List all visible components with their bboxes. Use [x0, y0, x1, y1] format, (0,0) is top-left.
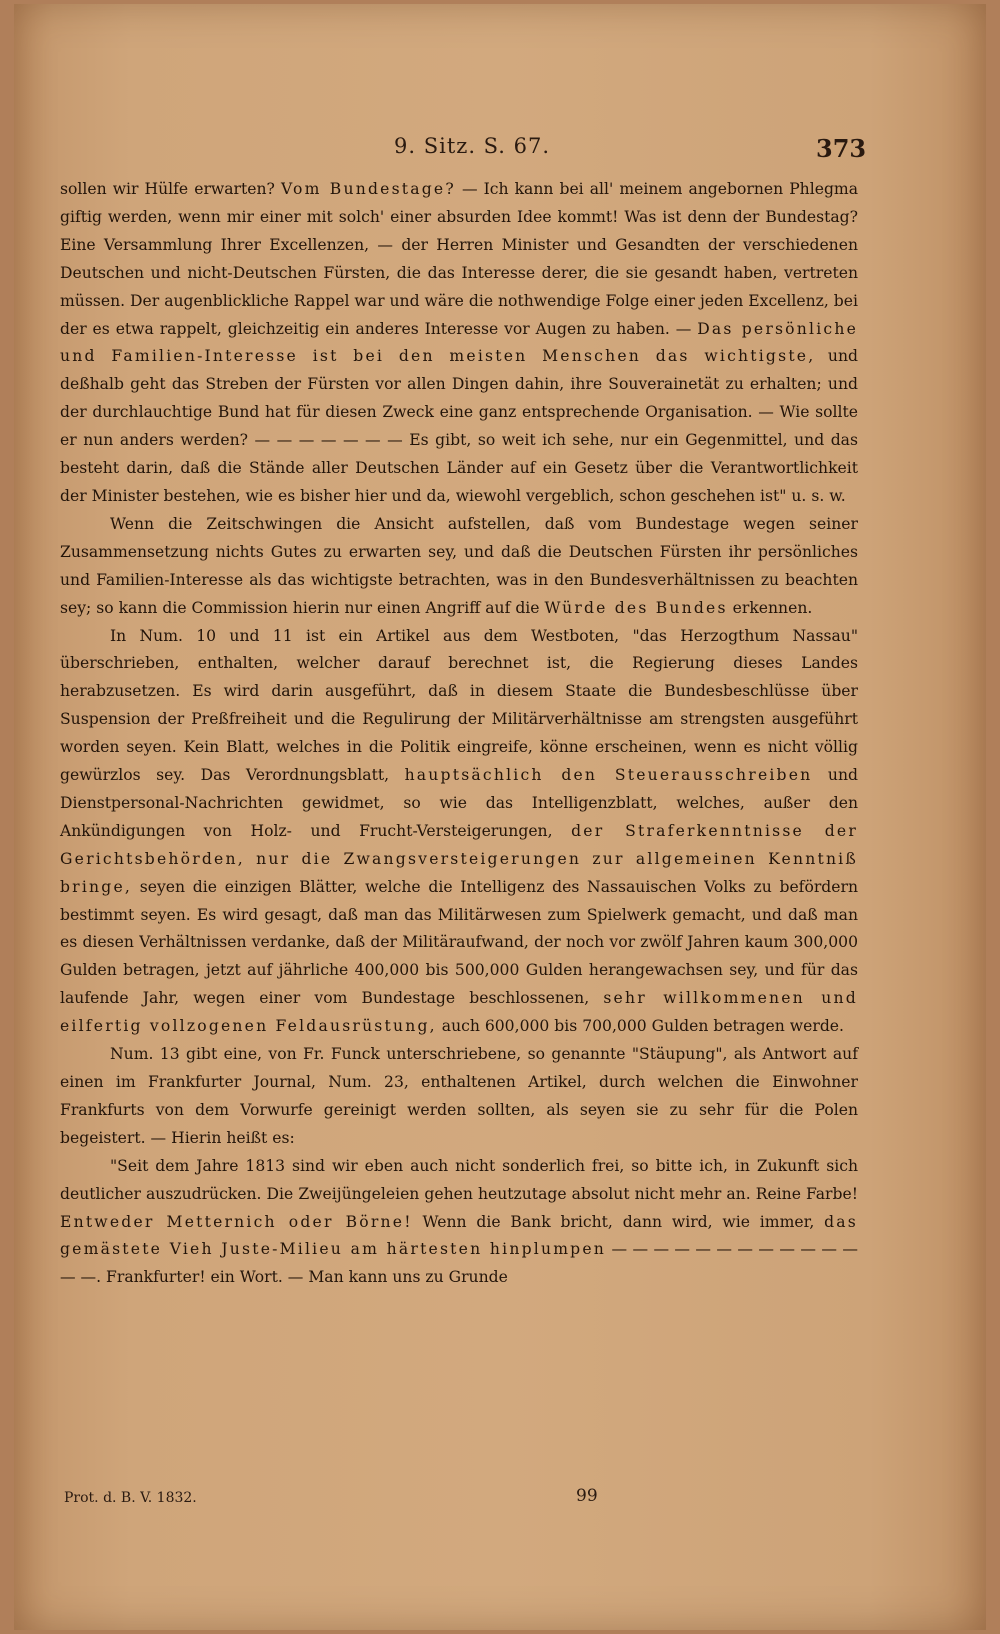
text-run: Num. 13 gibt eine, von Fr. Funck unterschriebene, so genannte "Stäupung", als Antwort auf einen im Frankfurter Journal, Num. 23, enthaltenen Artikel, durch welchen die Einwohner Frankfurts von dem Vorwurfe gereinigt werden sollten, als seyen sie zu sehr für die Polen begeistert. — Hierin heißt es:	[60, 1045, 858, 1147]
page-header	[14, 128, 986, 168]
text-run: "Seit dem Jahre 1813 sind wir eben auch nicht sonderlich frei, so bitte ich, in Zukunft sich deutlicher auszudrücken. Die Zweijüngeleien gehen heutzutage absolut nicht mehr an. Reine Farbe!	[60, 1156, 858, 1203]
document-page	[14, 4, 986, 1630]
emphasized-text: Vom Bundestage?	[280, 180, 456, 198]
paragraph-5	[60, 1153, 858, 1293]
text-run: auch 600,000 bis 700,000 Gulden betragen werde.	[436, 1017, 844, 1036]
text-run: In Num. 10 und 11 ist ein Artikel aus dem Westboten, "das Herzogthum Nassau" überschrieben, enthalten, welcher darauf berechnet ist, die Regierung dieses Landes herabzusetzen. Es wird darin ausgeführt, daß in diesem Staate die Bundesbeschlüsse über Suspension der Preßfreiheit und die Regulirung der Militärverhältnisse am strengsten ausgeführt worden seyen. Kein Blatt, welches in die Politik eingreife, könne erscheinen, wenn es nicht völlig gewürzlos sey. Das Verordnungsblatt,	[60, 626, 858, 785]
emphasized-text: Würde des Bundes	[544, 598, 728, 617]
text-run: seyen die einzigen Blätter, welche die Intelligenz des Nassauischen Volks zu befördern bestimmt seyen. Es wird gesagt, daß man das Militärwesen zum Spielwerk gemacht, und daß man es diesen Verhältnissen verdanke, daß der Militäraufwand, der noch vor zwölf Jahren kaum 300,000 Gulden betragen, jetzt auf jährliche 400,000 bis 500,000 Gulden herangewachsen sey, und für das laufende Jahr, wegen einer vom Bundestage beschlossenen,	[60, 877, 858, 1008]
text-run: — — — — — — — — — — — — — —. Frankfurter! ein Wort. — Man kann uns zu Grunde	[60, 1240, 858, 1287]
text-run: Wenn die Zeitschwingen die Ansicht aufstellen, daß vom Bundestage wegen seiner Zusammensetzung nichts Gutes zu erwarten sey, und daß die Deutschen Fürsten ihr persönliches und Familien-Interesse als das wichtigste betrachten, was in den Bundesverhältnissen zu beachten sey; so kann die Commission hierin nur einen Angriff auf die	[60, 514, 858, 617]
page-footer	[14, 1482, 986, 1512]
text-run: und deßhalb geht das Streben der Fürsten vor allen Dingen dahin, ihre Souverainetät zu erhalten; und der durchlauchtige Bund hat für diesen Zweck eine ganz entsprechende Organisation. — Wie sollte er nun anders werden? — — — — — — — Es gibt, so weit ich sehe, nur ein Gegenmittel, und das besteht darin, daß die Stände aller Deutschen Länder auf ein Gesetz über die Verantwortlichkeit der Minister bestehen, wie es bisher hier und da, wiewohl vergeblich, schon geschehen ist" u. s. w.	[60, 347, 858, 505]
emphasized-text: das gemästete Vieh Juste-Milieu am härtesten hinplumpen	[60, 1212, 858, 1259]
text-run: erkennen.	[727, 598, 813, 617]
emphasized-text: sehr willkommenen und eilfertig vollzogenen Feldausrüstung,	[60, 989, 858, 1036]
running-title: 9. Sitz. S. 67.	[394, 134, 551, 158]
body-text	[60, 176, 858, 1292]
paragraph-3	[60, 623, 858, 1042]
emphasized-text: der Straferkenntnisse der Gerichtsbehörden, nur die Zwangsversteigerungen zur allgemeinen Kenntniß bringe,	[60, 821, 858, 896]
text-run: sollen wir Hülfe erwarten?	[60, 180, 281, 198]
text-run: Wenn die Bank bricht, dann wird, wie immer,	[412, 1212, 825, 1231]
paragraph-4	[60, 1041, 858, 1153]
paragraph-1	[60, 176, 858, 511]
text-run: — Ich kann bei all' meinem angebornen Phlegma giftig werden, wenn mir einer mit solch' einer absurden Idee kommt!	[60, 180, 859, 226]
emphasized-text: Entweder Metternich oder Börne!	[60, 1212, 413, 1231]
signature-mark: Prot. d. B. V. 1832.	[64, 1490, 197, 1506]
text-run: Was ist denn der Bundestag? Eine Versammlung Ihrer Excellenzen, — der Herren Minister und Gesandten der verschiedenen Deutschen und nicht-Deutschen Fürsten, die das Interesse derer, die sie gesandt haben, vertreten müssen. Der augenblickliche Rappel war und wäre die nothwendige Folge einer jeden Excellenz, bei der es etwa rappelt, gleichzeitig ein anderes Interesse vor Augen zu haben. —	[60, 207, 858, 338]
page-number: 373	[816, 134, 867, 163]
emphasized-text: Das persönliche und Familien-Interesse ist bei den meisten Menschen das wichtigste,	[60, 319, 858, 366]
text-run: und Dienstpersonal-Nachrichten gewidmet, so wie das Intelligenzblatt, welches, außer den Ankündigungen von Holz- und Frucht-Versteigerungen,	[60, 766, 858, 840]
paragraph-2	[60, 511, 858, 623]
emphasized-text: hauptsächlich den Steuerausschreiben	[404, 766, 813, 785]
sheet-number: 99	[576, 1486, 598, 1506]
